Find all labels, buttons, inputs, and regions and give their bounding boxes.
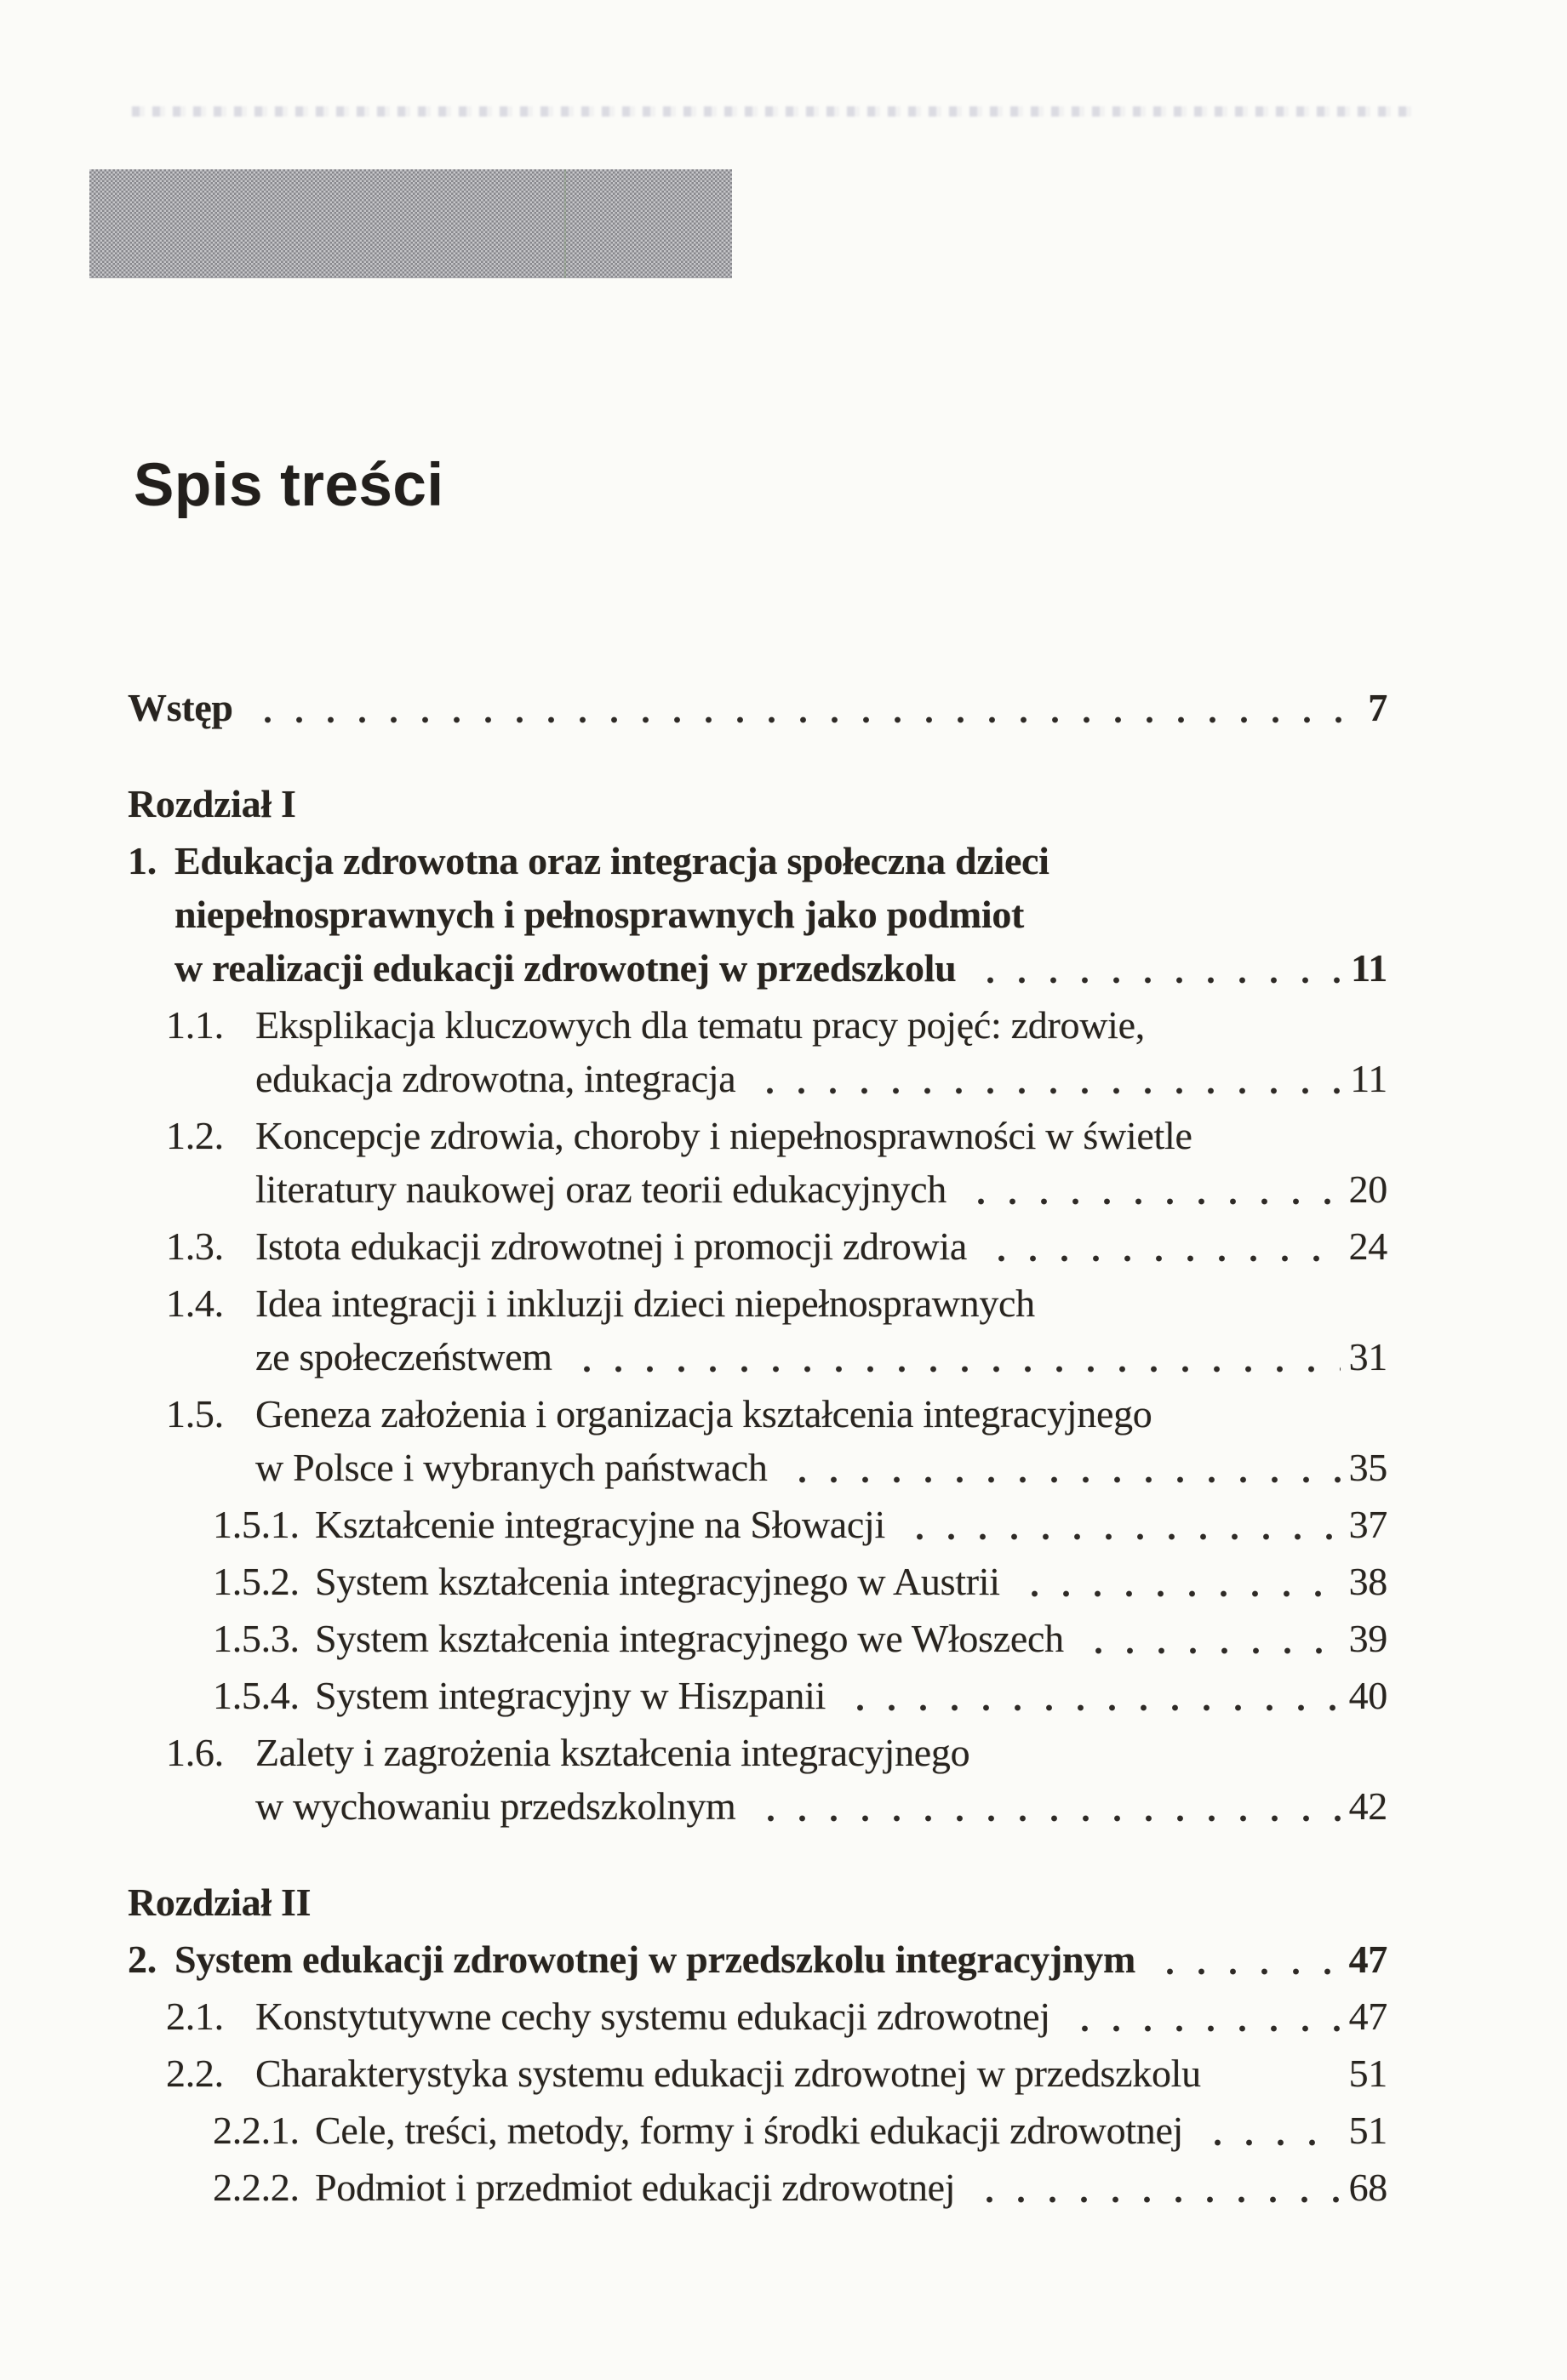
toc-entry-text: Rozdział II xyxy=(128,1881,312,1924)
toc-entry-text: Wstęp xyxy=(128,686,233,729)
toc-entry-number: 1.5.2. xyxy=(213,1560,300,1603)
toc-entry-number: 2.2.1. xyxy=(213,2109,300,2152)
toc-entry-number: 2.2.2. xyxy=(213,2166,300,2209)
toc-entry-line xyxy=(0,888,1387,941)
toc-entry-text: Charakterystyka systemu edukacji zdrowotnej w przedszkolu xyxy=(255,2052,1201,2095)
toc-entry-text: ze społeczeństwem xyxy=(255,1335,552,1378)
toc-entry-line xyxy=(0,1330,1387,1384)
toc-entry-number: 1.1. xyxy=(166,1003,224,1047)
toc-entry-text: w wychowaniu przedszkolnym xyxy=(255,1784,736,1828)
toc-entry-line xyxy=(0,1219,1387,1273)
toc-entry-line xyxy=(0,1989,1387,2043)
halftone-gray-box xyxy=(89,169,732,278)
dot-leader xyxy=(1147,1932,1341,1986)
toc-entry-line xyxy=(0,1612,1387,1665)
toc-entry-text: Rozdział I xyxy=(128,782,296,825)
dot-leader xyxy=(968,941,1342,995)
toc-entry-line xyxy=(0,777,1387,830)
toc-entry-line xyxy=(0,1779,1387,1833)
toc-entry-line xyxy=(0,1109,1387,1162)
toc-page-number: 68 xyxy=(1348,2166,1387,2209)
toc-entry-line xyxy=(0,2160,1387,2214)
toc-page-number: 42 xyxy=(1348,1784,1387,1828)
dot-leader xyxy=(1076,1612,1341,1665)
scan-artifact-line xyxy=(564,169,566,278)
toc-entry-text: Geneza założenia i organizacja kształcenia integracyjnego xyxy=(255,1392,1152,1435)
toc-entry-line xyxy=(0,1932,1387,1986)
toc-page-number: 7 xyxy=(1368,686,1387,729)
toc-page-number: 11 xyxy=(1351,946,1387,990)
page-title: Spis treści xyxy=(134,452,444,519)
toc-page-number: 38 xyxy=(1348,1560,1387,1603)
toc-page-number: 40 xyxy=(1348,1674,1387,1717)
toc-entry-line xyxy=(0,2103,1387,2157)
toc-page-number: 51 xyxy=(1348,2052,1387,2095)
toc-entry-line xyxy=(0,1726,1387,1779)
dot-leader xyxy=(897,1498,1341,1551)
toc-entry-text: w realizacji edukacji zdrowotnej w przedszkolu xyxy=(174,946,957,990)
toc-entry-text: literatury naukowej oraz teorii edukacyjnych xyxy=(255,1167,946,1211)
toc-entry-line xyxy=(0,681,1387,734)
dot-leader xyxy=(747,1052,1341,1105)
toc-page-number: 47 xyxy=(1348,1938,1387,1981)
toc-entry-text: Idea integracji i inkluzji dzieci niepełnosprawnych xyxy=(255,1281,1035,1325)
toc-entry-number: 1.2. xyxy=(166,1114,224,1157)
toc-entry-number: 1.5.4. xyxy=(213,1674,300,1717)
toc-entry-line xyxy=(0,1387,1387,1441)
toc-entry-number: 1.5.3. xyxy=(213,1617,300,1660)
toc-entry-line xyxy=(0,1441,1387,1494)
toc-entry-number: 2.1. xyxy=(166,1995,224,2038)
toc-page-number: 47 xyxy=(1348,1995,1387,2038)
toc-entry-text: Podmiot i przedmiot edukacji zdrowotnej xyxy=(315,2166,956,2209)
bleedthrough-text-ghost xyxy=(132,106,1419,117)
toc-entry-line xyxy=(0,2046,1387,2100)
toc-page-number: 37 xyxy=(1348,1503,1387,1546)
dot-leader xyxy=(979,1219,1341,1273)
toc-entry-text: w Polsce i wybranych państwach xyxy=(255,1446,768,1489)
toc-entry-text: System kształcenia integracyjnego we Włoszech xyxy=(315,1617,1064,1660)
toc-entry-number: 1.3. xyxy=(166,1224,224,1268)
toc-entry-text: Zalety i zagrożenia kształcenia integracyjnego xyxy=(255,1731,970,1774)
dot-leader xyxy=(838,1669,1341,1722)
toc-entry-number: 1.5. xyxy=(166,1392,224,1435)
toc-page-number: 11 xyxy=(1350,1057,1387,1100)
toc-page-number: 35 xyxy=(1348,1446,1387,1489)
toc-entry-text: Eksplikacja kluczowych dla tematu pracy pojęć: zdrowie, xyxy=(255,1003,1145,1047)
toc-entry-text: Kształcenie integracyjne na Słowacji xyxy=(315,1503,885,1546)
table-of-contents xyxy=(0,681,1387,2214)
toc-entry-text: System kształcenia integracyjnego w Austrii xyxy=(315,1560,1000,1603)
toc-entry-line xyxy=(0,1162,1387,1216)
toc-entry-text: System edukacji zdrowotnej w przedszkolu integracyjnym xyxy=(174,1938,1136,1981)
toc-entry-number: 1.4. xyxy=(166,1281,224,1325)
dot-leader xyxy=(1012,1555,1341,1608)
dot-leader xyxy=(958,1162,1341,1216)
dot-leader xyxy=(780,1441,1341,1494)
toc-entry-text: Konstytutywne cechy systemu edukacji zdrowotnej xyxy=(255,1995,1050,2038)
dot-leader xyxy=(967,2160,1340,2214)
toc-entry-line xyxy=(0,998,1387,1052)
toc-page-number: 24 xyxy=(1348,1224,1387,1268)
toc-entry-text: edukacja zdrowotna, integracja xyxy=(255,1057,736,1100)
toc-entry-number: 2. xyxy=(128,1938,157,1981)
toc-entry-number: 2.2. xyxy=(166,2052,224,2095)
toc-page-number: 20 xyxy=(1348,1167,1387,1211)
toc-entry-line xyxy=(0,1276,1387,1330)
toc-entry-text: Koncepcje zdrowia, choroby i niepełnosprawności w świetle xyxy=(255,1114,1192,1157)
toc-entry-number: 1.6. xyxy=(166,1731,224,1774)
toc-entry-line xyxy=(0,1555,1387,1608)
toc-page-number: 51 xyxy=(1348,2109,1387,2152)
toc-page-number: 39 xyxy=(1348,1617,1387,1660)
toc-entry-line xyxy=(0,1498,1387,1551)
toc-page-number: 31 xyxy=(1348,1335,1387,1378)
toc-entry-text: System integracyjny w Hiszpanii xyxy=(315,1674,826,1717)
toc-entry-line xyxy=(0,834,1387,888)
toc-entry-text: Cele, treści, metody, formy i środki edukacji zdrowotnej xyxy=(315,2109,1184,2152)
toc-entry-text: Istota edukacji zdrowotnej i promocji zdrowia xyxy=(255,1224,967,1268)
toc-entry-text: Edukacja zdrowotna oraz integracja społeczna dzieci xyxy=(174,839,1049,882)
dot-leader xyxy=(1062,1989,1341,2043)
toc-entry-line xyxy=(0,1669,1387,1722)
toc-entry-number: 1.5.1. xyxy=(213,1503,300,1546)
toc-entry-line xyxy=(0,1875,1387,1929)
dot-leader xyxy=(245,681,1360,734)
toc-entry-line xyxy=(0,941,1387,995)
dot-leader xyxy=(564,1330,1341,1384)
toc-entry-number: 1. xyxy=(128,839,157,882)
dot-leader xyxy=(748,1779,1341,1833)
dot-leader xyxy=(1195,2103,1341,2157)
toc-entry-line xyxy=(0,1052,1387,1105)
dot-leader xyxy=(1213,2046,1341,2100)
toc-entry-text: niepełnosprawnych i pełnosprawnych jako podmiot xyxy=(174,893,1025,936)
